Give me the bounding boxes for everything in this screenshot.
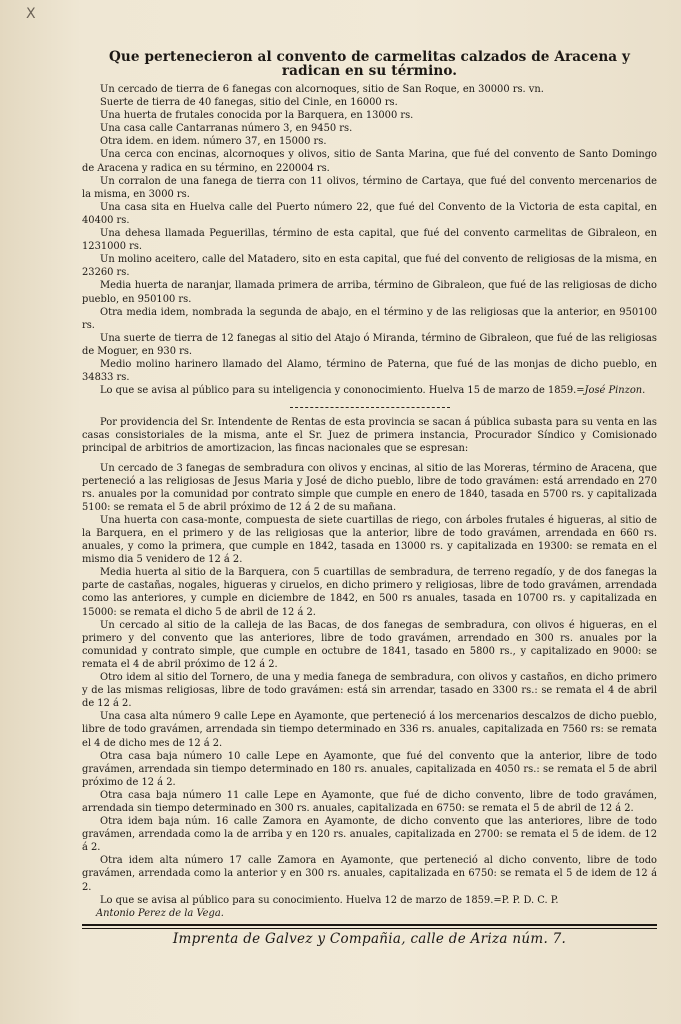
notice2-item: Un cercado al sitio de la calleja de las Bacas, de dos fanegas de sembradura, con olivos é higueras, en el primero y del convento que las anteriores, libre de todo gravámen, arrendado en 300 rs. anuales por la comunidad y contrato simple, que cumple en octubre de 1841, tasado en 5800 rs., y capitalizado en 9000: se remata el 4 de abril próximo de 12 á 2. [82,619,657,670]
footer-rule [82,924,657,926]
notice1-item: Una suerte de tierra de 12 fanegas al sitio del Atajo ó Miranda, término de Gibraleon, que fué de las religiosas de Moguer, en 930 rs. [82,332,657,357]
notice2-items [82,462,657,920]
notice1-closing-text: Lo que se avisa al público para su inteligencia y cononocimiento. Huelva 15 de marzo de 1859.= [100,385,585,397]
notice1-items [82,83,657,397]
notice2-closing: Lo que se avisa al público para su conocimiento. Huelva 12 de marzo de 1859.=P. P. D. C. P. [100,894,559,906]
notice2-item: Media huerta al sitio de la Barquera, con 5 cuartillas de sembradura, de terreno regadío, y de dos fanegas la parte de castañas, nogales, higueras y ciruelos, en dicho primero y religiosas, libre de todo gravámen, arrendada como las anteriores, y cumple en diciembre de 1842, en 500 rs anuales, tasada en 10700 rs. y capitalizada en 15000: se remata el dicho 5 de abril de 12 á 2. [82,567,657,618]
notice2-signature: Antonio Perez de la Vega. [96,907,224,919]
corner-mark: X [26,6,36,22]
notice2-item: Una huerta con casa-monte, compuesta de siete cuartillas de riego, con árboles frutales é higueras, al sitio de la Barquera, en el primero y de las religiosas que la anterior, libre de todo gravámen, arrendada en 660 rs. anuales, y como la primera, que cumple en 1842, tasada en 13000 rs. y capitalizada en 19300: se remata en el mismo dia 5 venidero de 12 á 2. [82,514,657,566]
footer-rule-thin [82,928,657,929]
section-divider [290,407,450,408]
notice1-item: Una casa calle Cantarranas número 3, en 9450 rs. [100,123,353,135]
notice2-item: Una casa alta número 9 calle Lepe en Ayamonte, que perteneció á los mercenarios descalzos de dicho pueblo, libre de todo gravámen, arrendada sin tiempo determinado en 336 rs. anuales, capitalizada en 7560 rs: se remata el 4 de dicho mes de 12 á 2. [82,711,657,749]
notice1-closing [82,384,657,397]
notice2-item: Otra idem alta número 17 calle Zamora en Ayamonte, que perteneció al dicho convento, libre de todo gravámen, arrendada como la anterior y en 300 rs. anuales, capitalizada en 6750: se remata el 5 de idem de 12 á 2. [82,855,657,893]
notice2-intro: Por providencia del Sr. Intendente de Rentas de esta provincia se sacan á pública subasta para su venta en las casas consistoriales de la misma, ante el Sr. Juez de primera instancia, Procurador Síndico y Comisionado principal de arbitrios de amortizacion, las fincas nacionales que se espresan: [82,417,657,455]
notice1-item: Otra idem. en idem. número 37, en 15000 rs. [100,136,327,148]
notice1-item: Otra media idem, nombrada la segunda de abajo, en el término y de las religiosas que la anterior, en 950100 rs. [82,306,657,331]
notice2-item: Un cercado de 3 fanegas de sembradura con olivos y encinas, al sitio de las Moreras, término de Aracena, que perteneció a las religiosas de Jesus Maria y José de dicho pueblo, libre de todo gravámen: está arrendado en 270 rs. anuales por la comunidad por contrato simple que cumple en enero de 1840, tasada en 5700 rs. y capitalizada 5100: se remata el 5 de abril próximo de 12 á 2 de su mañana. [82,462,657,513]
notice1-item: Una cerca con encinas, alcornoques y olivos, sitio de Santa Marina, que fué del convento de Santo Domingo de Aracena y radica en su término, en 220004 rs. [82,149,657,174]
notice1-item: Media huerta de naranjar, llamada primera de arriba, término de Gibraleon, que fué de las religiosas de dicho pueblo, en 950100 rs. [82,280,657,305]
notice1-item: Un corralon de una fanega de tierra con 11 olivos, término de Cartaya, que fué del convento mercenarios de la misma, en 3000 rs. [82,175,657,200]
notice1-item: Un cercado de tierra de 6 fanegas con alcornoques, sitio de San Roque, en 30000 rs. vn. [100,84,544,95]
notice1-item: Una dehesa llamada Peguerillas, término de esta capital, que fué del convento carmelitas de Gibraleon, en 1231000 rs. [82,228,657,253]
notice1-item: Suerte de tierra de 40 fanegas, sitio del Cinle, en 16000 rs. [100,97,398,109]
notice1-signature: José Pinzon. [584,385,646,397]
notice1-item: Medio molino harinero llamado del Alamo, término de Paterna, que fué de las monjas de dicho pueblo, en 34833 rs. [82,358,657,384]
notice1-item: Un molino aceitero, calle del Matadero, sito en esta capital, que fué del convento de religiosas de la misma, en 23260 rs. [82,254,657,279]
notice1-title: Que pertenecieron al convento de carmelitas calzados de Aracena y radican en su término. [108,49,631,79]
notice2-item: Otra idem baja núm. 16 calle Zamora en Ayamonte, de dicho convento que las anteriores, libre de todo gravámen, arrendada como la de arriba y en 120 rs. anuales, capitalizada en 2700: se remata el 5 de idem. de 12 á 2. [82,816,657,854]
imprint-line: Imprenta de Galvez y Compañia, calle de Ariza núm. 7. [172,930,567,947]
notice2-item: Otra casa baja número 11 calle Lepe en Ayamonte, que fué de dicho convento, libre de todo gravámen, arrendada sin tiempo determinado en 300 rs. anuales, capitalizada en 6750: se remata el 5 de abril de 12 á 2. [82,789,657,814]
notice1-item: Una huerta de frutales conocida por la Barquera, en 13000 rs. [100,110,414,122]
notice2-item: Otra casa baja número 10 calle Lepe en Ayamonte, que fué del convento que la anterior, libre de todo gravámen, arrendada sin tiempo determinado en 180 rs. anuales, capitalizada en 4050 rs.: se remata el 5 de abril próximo de 12 á 2. [82,750,657,788]
document-content [82,50,657,947]
notice2-item: Otro idem al sitio del Tornero, de una y media fanega de sembradura, con olivos y castaños, en dicho primero y de las mismas religiosas, libre de todo gravámen: está sin arrendar, tasado en 3300 rs.: se remata el 4 de abril de 12 á 2. [82,672,657,710]
notice1-item: Una casa sita en Huelva calle del Puerto número 22, que fué del Convento de la Victoria de esta capital, en 40400 rs. [82,201,657,226]
